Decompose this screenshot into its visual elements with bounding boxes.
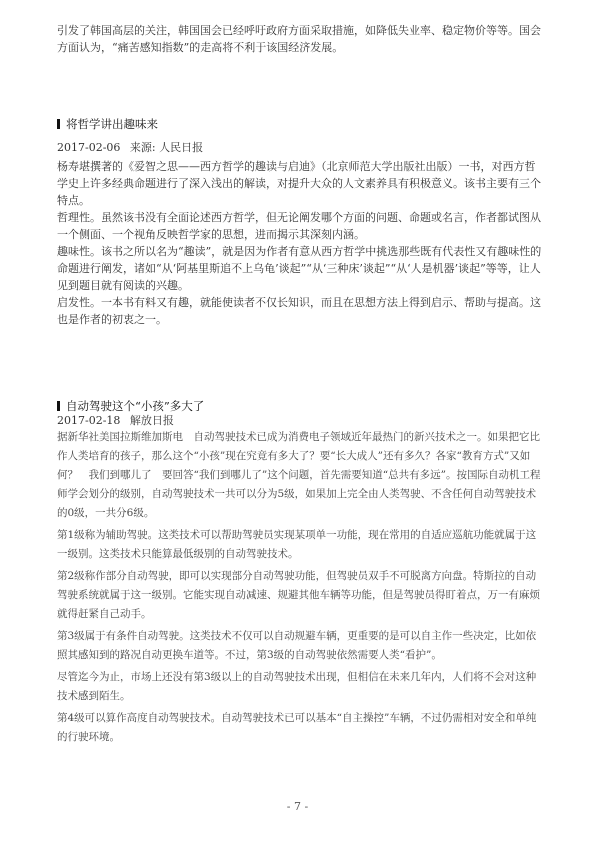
- article1-source: 来源: 人民日报: [129, 141, 204, 154]
- article2-paragraph: 第3级属于有条件自动驾驶。这类技术不仅可以自动规避车辆，更重要的是可以自主作一些决定，比如依照其感知到的路况自动更换车道等。不过，第3级的自动驾驶依然需要人类“看护”。: [57, 630, 537, 661]
- page-number: - 7 -: [286, 800, 309, 813]
- article1-paragraph: 哲理性。虽然该书没有全面论述西方哲学，但无论阐发哪个方面的问题、命题或名言，作者都试图从一个侧面、一个视角反映哲学家的思想，进而揭示其深刻内涵。: [57, 211, 541, 241]
- article1-paragraph: 杨寿堪撰著的《爱智之思——西方哲学的趣读与启迪》（北京师范大学出版社出版）一书，对西方哲学史上许多经典命题进行了深入浅出的解读，对提升大众的人文素养具有积极意义。该书主要有三个特点。: [57, 160, 541, 207]
- article2-paragraph: 据新华社美国拉斯维加斯电 自动驾驶技术已成为消费电子领域近年最热门的新兴技术之一。如果把它比作人类培育的孩子，那么这个“小孩”现在究竟有多大了？要“长大成人”还有多久？各家“教育方式”又如何？ 我们到哪儿了 要回答“我们到哪儿了”这个问题，首先需要知道“总共有多远”。按国际自动机工程师学会划分的级别，自动驾驶技术一共可以分为5级，如果加上完全由人类驾驶、不含任何自动驾驶技术的0级，一共分6级。: [57, 431, 541, 519]
- article2-body: [57, 428, 542, 747]
- bullet-bar-icon: [57, 119, 60, 129]
- article2-paragraph: 第1级称为辅助驾驶。这类技术可以帮助驾驶员实现某项单一功能，现在常用的自适应巡航功能就属于这一级别。这类技术只能算最低级别的自动驾驶技术。: [57, 529, 537, 560]
- article2-paragraph: 尽管迄今为止，市场上还没有第3级以上的自动驾驶技术出现，但相信在未来几年内，人们将不会对这种技术感到陌生。: [57, 671, 537, 702]
- article2-title: 自动驾驶这个“小孩”多大了: [66, 399, 205, 413]
- article1-paragraph: 趣味性。该书之所以名为“趣读”，就是因为作者有意从西方哲学中挑选那些既有代表性又有趣味性的命题进行阐发，诸如“从‘阿基里斯追不上乌龟’谈起”“从‘三种床’谈起”“从‘人是机器’谈起”等等，让人见到题目就有阅读的兴趣。: [57, 245, 542, 292]
- article1-title: 将哲学讲出趣味来: [66, 117, 158, 131]
- article2-date: 2017-02-18: [57, 414, 121, 427]
- article2-paragraph: 第2级称作部分自动驾驶，即可以实现部分自动驾驶功能，但驾驶员双手不可脱离方向盘。特斯拉的自动驾驶系统就属于这一级别。它能实现自动减速、规避其他车辆等功能，但是驾驶员得盯着点，万一有麻烦就得赶紧自己动手。: [57, 570, 540, 620]
- article2-meta: [57, 412, 174, 428]
- article1-paragraph: 启发性。一本书有料又有趣，就能使读者不仅长知识，而且在思想方法上得到启示、帮助与提高。这也是作者的初衷之一。: [57, 296, 541, 326]
- bullet-bar-icon: [57, 401, 60, 411]
- article2-paragraph: 第4级可以算作高度自动驾驶技术。自动驾驶技术已可以基本“自主操控”车辆，不过仍需相对安全和单纯的行驶环境。: [57, 712, 537, 743]
- article1-body: [57, 158, 542, 328]
- article1-date: 2017-02-06: [57, 141, 121, 154]
- article1-meta: [57, 139, 203, 155]
- intro-text: 引发了韩国高层的关注，韩国国会已经呼吁政府方面采取措施，如降低失业率、稳定物价等等。国会方面认为，“痛苦感知指数”的走高将不利于该国经济发展。: [57, 24, 541, 54]
- intro-paragraph: [57, 22, 542, 56]
- article1-heading: [57, 116, 158, 132]
- article2-source: 解放日报: [129, 414, 174, 427]
